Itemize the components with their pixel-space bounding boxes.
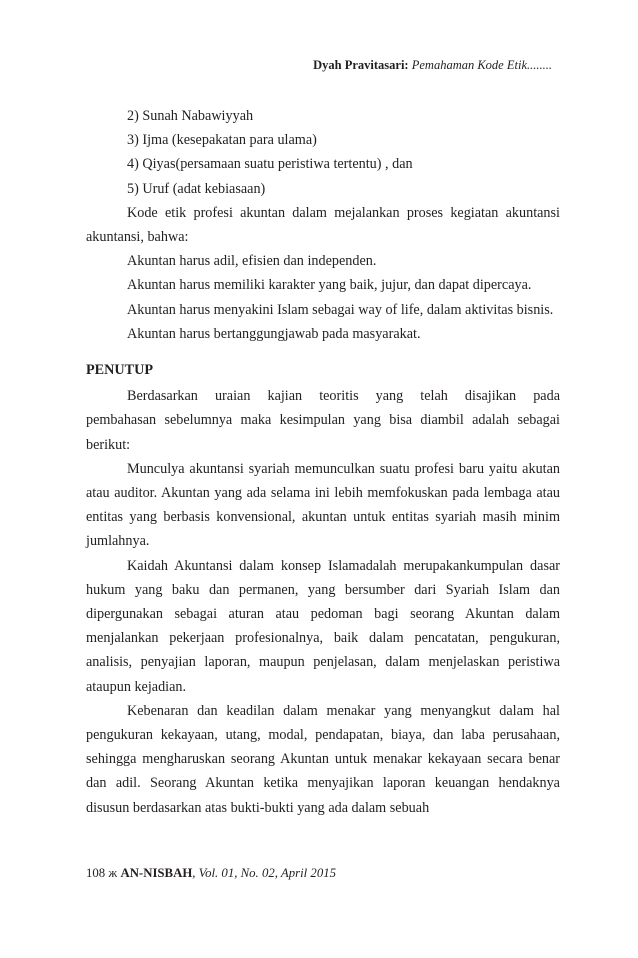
list-item: 2) Sunah Nabawiyyah: [127, 108, 254, 124]
header-article-title: Pemahaman Kode Etik........: [411, 58, 552, 72]
page-number: 108 ж: [86, 866, 118, 880]
header-author: Dyah Pravitasari:: [313, 58, 409, 72]
paragraph: Kaidah Akuntansi dalam konsep Islamadalah merupakankumpulan dasar hukum yang baku dan permanen, yang bersumber dari Syariah Islam dan dipergunakan sebagai aturan atau pedoman bagi seorang Akuntan dalam menjalankan pekerjaan profesionalnya, baik dalam pencatatan, pengukuran, analisis, penyajian laporan, maupun penjelasan, dalam menjelaskan peristiwa ataupun kejadian.: [86, 557, 560, 695]
point-item: Akuntan harus adil, efisien dan independen.: [127, 253, 377, 270]
list-item: 4) Qiyas(persamaan suatu peristiwa tertentu) , dan: [127, 156, 413, 173]
page-body: [86, 104, 560, 820]
list-item: 3) Ijma (kesepakatan para ulama): [127, 132, 317, 149]
paragraph: Kebenaran dan keadilan dalam menakar yang menyangkut dalam hal pengukuran kekayaan, utang, modal, pendapatan, biaya, dan laba perusahaan, sehingga mengharuskan seorang Akuntan untuk menakar kekayaan secara benar dan adil. Seorang Akuntan ketika menyajikan laporan keuangan hendaknya disusun berdasarkan atas bukti-bukti yang ada dalam sebuah: [86, 702, 560, 816]
journal-name: AN-NISBAH: [120, 866, 193, 880]
paragraph: Berdasarkan uraian kajian teoritis yang telah disajikan pada pembahasan sebelumnya maka kesimpulan yang bisa diambil adalah sebagai berikut:: [86, 388, 560, 453]
point-item: Akuntan harus bertanggungjawab pada masyarakat.: [127, 325, 421, 342]
paragraph: Munculya akuntansi syariah memunculkan suatu profesi baru yaitu akutan atau auditor. Akuntan yang ada selama ini lebih memfokuskan pada lembaga atau entitas yang berbasis konvensional, akuntan untuk entitas syariah masih minim jumlahnya.: [86, 460, 560, 550]
section-heading-penutup: PENUTUP: [86, 362, 153, 379]
paragraph-kode-etik: Kode etik profesi akuntan dalam mejalankan proses kegiatan akuntansi akuntansi, bahwa:: [86, 204, 560, 246]
running-head: [313, 58, 552, 73]
list-item: 5) Uruf (adat kebiasaan): [127, 180, 266, 197]
page-footer: [86, 866, 336, 881]
journal-issue: , Vol. 01, No. 02, April 2015: [192, 866, 337, 880]
point-item: Akuntan harus menyakini Islam sebagai way of life, dalam aktivitas bisnis.: [127, 301, 554, 318]
point-item: Akuntan harus memiliki karakter yang baik, jujur, dan dapat dipercaya.: [127, 277, 532, 294]
